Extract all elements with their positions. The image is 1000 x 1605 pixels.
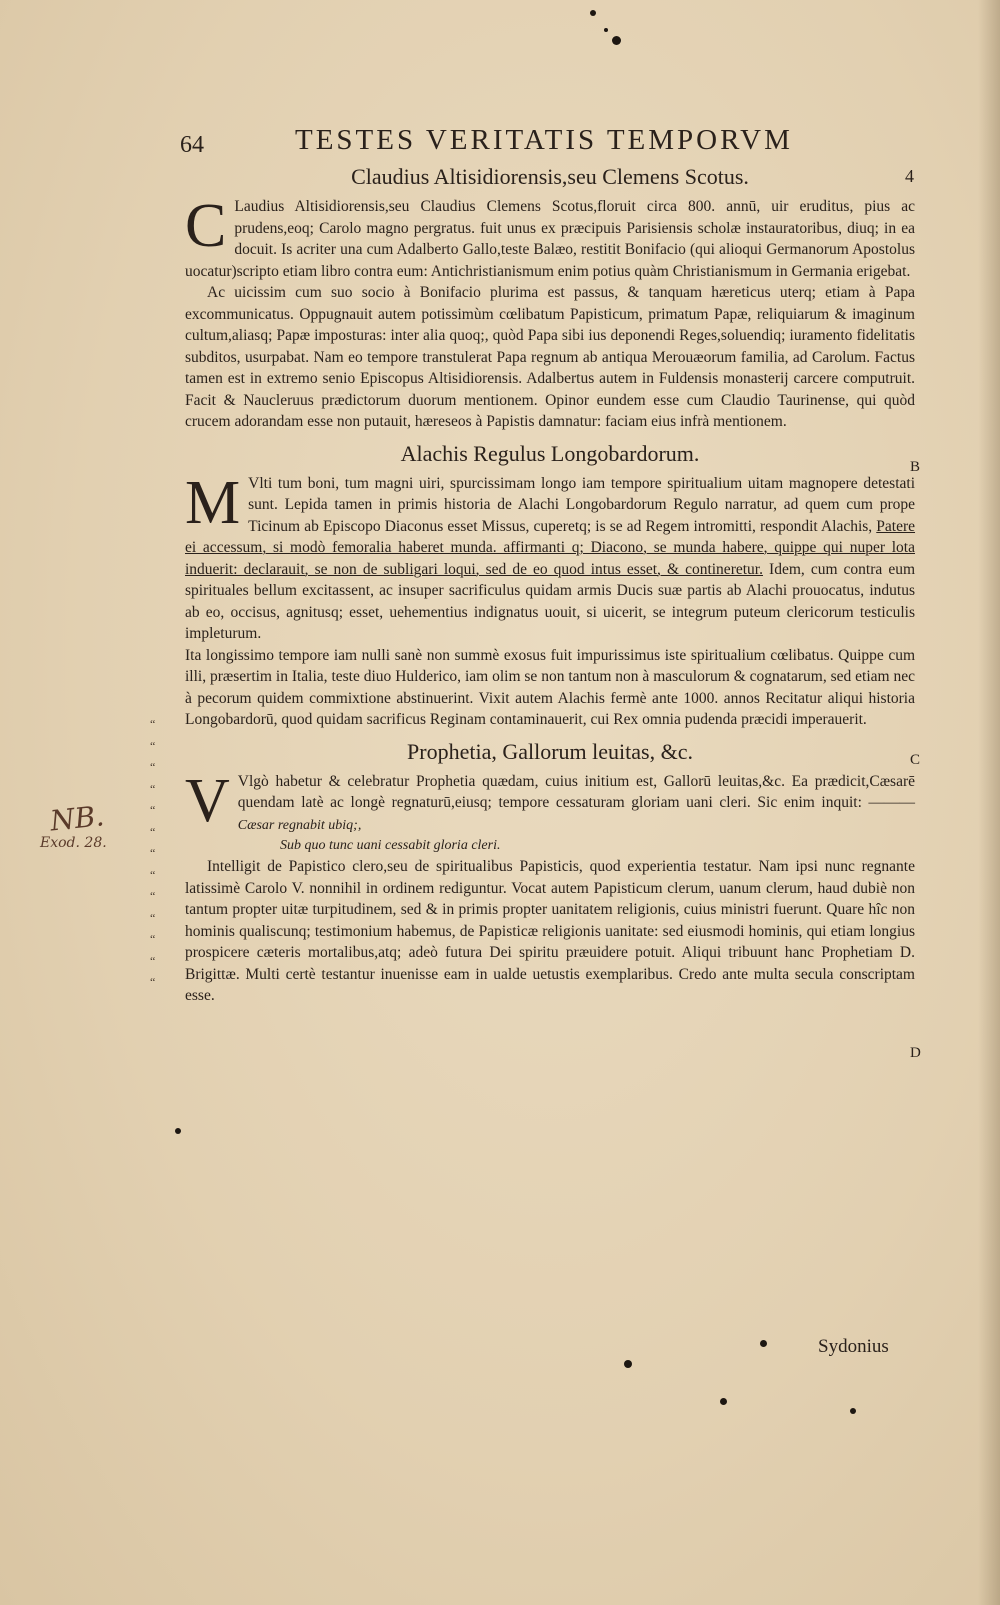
margin-letter-b: B	[910, 459, 921, 475]
paragraph-text: Idem, cum contra eum spirituales bellum excitassent, ac insuper sacrificulus quidam armis Ducis suæ partis ab Alachi prouocatus, indutus ab eo, occisus, agnitusq; esset, uehementius indignatus uouit, si uicerit, se integrum puteum clericorum testiculis impleturum.	[185, 560, 916, 642]
quote-mark: “	[150, 846, 156, 860]
paragraph-text: Vlgò habetur & celebratur Prophetia quædam, cuius initium est, Gallorū leuitas,&c. Ea prædicit,Cæsarē quendam latè ac longè regnaturū,eiusq; tempore cessaturam gloriam uani cleri. Sic enim inquit:	[237, 772, 915, 811]
quote-mark: “	[150, 803, 156, 817]
handwritten-note	[40, 800, 140, 851]
quote-mark: “	[150, 953, 156, 968]
verse-line-1: Cæsar regnabit ubiq;,	[237, 817, 362, 833]
ink-speck	[175, 1128, 181, 1134]
paragraph: Intelligit de Papistico clero,seu de spiritualibus Papisticis, quod experientia testatur. Nam ipsi nunc regnante latissimè Carolo V. nonnihil in ordinem rediguntur. Vocat autem Papisticum clerum, uanum clerum, haud dubiè non tantum propter uitæ turpitudinem, sed & in primis propter uanitatem religionis, cuius ministri fuerunt. Quare hîc non hominis qualiscunq; testimonium habemus, de Papisticæ religionis uanitate: sed eiusmodi hominis, qui etiam longius prospicere cæteris mortalibus,atq; adeò futura Dei spiritu præuidere potuit. Aliqui tribuunt hanc Prophetiam D. Brigittæ. Multi certè testantur inuenisse eam in ualde uetustis exemplaribus. Credo ante multa secula conscriptam esse.	[185, 858, 915, 1004]
quote-mark: “	[150, 975, 156, 989]
paragraph: Ita longissimo tempore iam nulli sanè non summè exosus fuit impurissimus iste spiritualium cœlibatus. Quippe cum illi, præsertim in Italia, teste diuo Hulderico, iam olim se non tantum non à masculorum & cognatarum, sed etiam nec à pecorum quidem commixtione abstinuerint. Vixit autem Alachis fermè ante 1000. annos Recitatur aliqui historia Longobardorū, quod quidam sacrificus Reginam contaminauerit, cui Rex omnia pudenda præcidi imperauerit.	[185, 646, 915, 728]
drop-cap: C	[185, 192, 227, 260]
paragraph-text: Vlti tum boni, tum magni uiri, spurcissimam longo iam tempore spiritualium uitam magnopere detestati sunt. Lepida tamen in primis historia de Alachi Longobardorum Regulo narratur, ad quem cum prope Ticinum ab Episcopo Diaconus esset Missus, cuperetq; is se ad Regem intromitti, respondit Alachis,	[248, 474, 915, 535]
paragraph	[185, 766, 915, 837]
paragraph	[185, 468, 916, 645]
section-title-claudius: Claudius Altisidiorensis,seu Clemens Scotus.	[351, 164, 749, 189]
quote-mark: “	[150, 717, 156, 731]
quote-mark: “	[150, 760, 156, 774]
page-fold-shadow	[978, 0, 1000, 1605]
paragraph: Ac uicissim cum suo socio à Bonifacio plurima est passus, & tanquam hæreticus uterq; etiam à Papa excommunicatus. Oppugnauit autem potissimùm cœlibatum Papisticum, primatum Papæ, reliquiarum & imaginum cultum,aliasq; Papæ imposturas: inter alia quoq;, quòd Papa sibi ius deponendi Reges,soluendiq; iuramento fidelitatis subditos, usurpabat. Nam eo tempore transtulerat Papa regnum ab antiqua Merouæorum familia, ad Carolum. Factus tamen est in extremo senio Episcopus Altisidiorensis. Adalbertus autem in Fuldensis monasterij carcere computruit. Facit & Naucleruus prædictorum duorum mentionem. Opinor eundem esse cum Claudio Taurinense, qui quòd crucem adorandam esse non putauit, hæreseos à Papistis damnatur: faciam eius infrà mentionem.	[185, 284, 915, 430]
handwritten-reference: Exod. 28.	[40, 835, 107, 851]
ink-speck	[604, 28, 608, 32]
quote-mark: “	[150, 738, 156, 753]
verse-separator: ———	[868, 794, 915, 811]
drop-cap: M	[185, 468, 241, 537]
page-number: 64	[180, 132, 204, 158]
quote-mark: “	[150, 824, 156, 839]
margin-letter-d: D	[910, 1045, 921, 1061]
corner-mark: 4	[905, 166, 914, 186]
margin-letter-c: C	[910, 752, 921, 768]
running-title: TESTES VERITATIS TEMPORVM	[295, 124, 793, 156]
main-text	[185, 160, 915, 1007]
ink-speck	[850, 1408, 856, 1414]
verse-line-2: Sub quo tunc uani cessabit gloria cleri.	[280, 838, 501, 853]
ink-speck	[720, 1398, 727, 1405]
underlined-passage: Patere ei accessum, si modò femoralia haberet munda. affirmanti q; Diacono, se munda habere, quippe qui nuper lota induerit: declarauit, se non de subligari loqui, sed de eo quod intus esset, & contineretur.	[185, 517, 916, 578]
ink-speck	[624, 1360, 632, 1368]
catchword: Sydonius	[818, 1336, 889, 1357]
quote-mark: “	[150, 932, 156, 946]
handwritten-nb: NB.	[48, 799, 106, 838]
ink-speck	[612, 36, 621, 45]
paragraph-text: Laudius Altisidiorensis,seu Claudius Clemens Scotus,floruit circa 800. annū, uir eruditus, pius ac prudens,eoq; Carolo magno pergratus. fuit unus ex præcipuis Parisiensis scholæ instauratoribus, diuq; in ea docuit. Is acriter una cum Adalberto Gallo,teste Balæo, restitit Bonifacio (qui alioqui Germanorum Apostolus uocatur)scripto etiam libro contra eum: Antichristianismum enim potius quàm Christianismum in Germania erigebat.	[185, 198, 915, 280]
margin-quote-marks	[150, 714, 180, 994]
page-header	[180, 124, 820, 164]
ink-speck	[760, 1340, 767, 1347]
quote-mark: “	[150, 910, 156, 925]
ink-speck	[590, 10, 596, 16]
quote-mark: “	[150, 781, 156, 796]
section-title-alachis: Alachis Regulus Longobardorum.	[400, 440, 700, 466]
section-title-prophetia: Prophetia, Gallorum leuitas, &c.	[407, 738, 693, 764]
quote-mark: “	[150, 867, 156, 882]
quote-mark: “	[150, 889, 156, 903]
paragraph	[185, 192, 915, 282]
drop-cap: V	[185, 766, 230, 835]
